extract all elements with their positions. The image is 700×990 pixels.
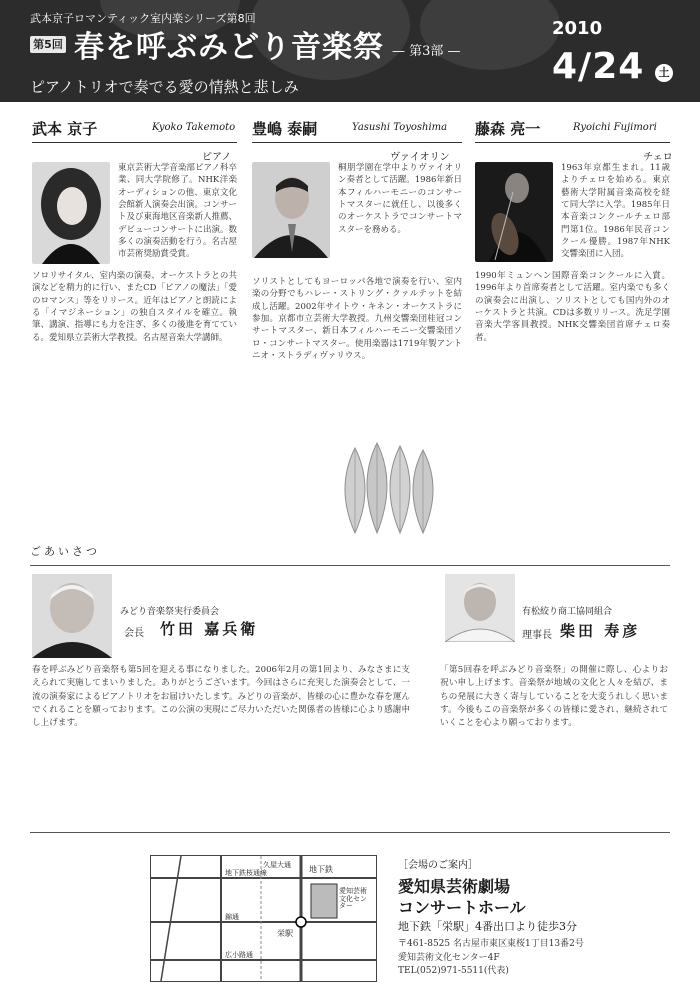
series-title: 武本京子ロマンティック室内楽シリーズ第8回 [30,12,256,25]
header-banner [0,0,700,102]
edition-badge: 第5回 [30,36,66,53]
performer-instrument: ヴァイオリン [390,152,450,163]
venue-access: 地下鉄「栄駅」4番出口より徒歩3分 [398,920,577,933]
performer-bio-top: 東京芸術大学音楽部ピアノ科卒業、同大学院修了。NHK洋楽オーディションの他、東京文化会館新人演奏会出演。コンサート及び東海地区音楽新人推薦、デビューコンサートに出演。数多くの演奏活動を行う。名古屋市芸術奨励賞受賞。 [118,163,237,260]
venue-map [150,855,377,982]
divider [475,142,670,143]
part-label: — 第3部 — [392,44,461,59]
divider [30,565,670,566]
map-label: 地下鉄桜通線 [225,869,267,877]
greeting-right-role: 理事長 [522,630,552,641]
greeting-left-text: 春を呼ぶみどり音楽祭も第5回を迎える事になりました。2006年2月の第1回より、みなさまに支えられて実施してまいりました。ありがとうございます。今回はさらに充実した演奏会として、一流の演奏家によるピアノトリオをお届けいたします。みどりの音楽が、皆様の心に豊かな春を運んでくれることを願っております。この公演の実現にご尽力いただいた関係者の皆様に心より感謝申し上げます。 [32,665,410,729]
venue-address-block [398,938,584,979]
greeting-left-name: 竹田 嘉兵衛 [160,620,259,638]
performer-name: 豊嶋 泰嗣 [252,120,318,138]
map-label: 地下鉄 [309,865,333,874]
map-label: 久屋大通 [263,861,291,869]
venue-name: 愛知県芸術劇場 [398,877,511,896]
greeting-right-text: 「第5回春を呼ぶみどり音楽祭」の開催に際し、心よりお祝い申し上げます。音楽祭が地域の文化と人々を結び、まちの発展に大きく寄与していることを大変うれしく思います。今後もこの音楽祭が多くの皆様に愛され、継続されていくことを心より願っております。 [440,665,668,729]
performer-column [32,118,237,343]
map-label: 愛知芸術文化センター [339,887,367,911]
performer-bio: ソリストとしてもヨーロッパ各地で演奏を行い、室内楽の分野でもハレー・ストリング・クァルテットを結成し活躍。2002年サイトウ・キネン・オーケストラに参加。京都市立芸術大学教授。九州交響楽団桂冠コンサートマスター、新日本フィルハーモニー交響楽団ソロ・コンサートマスター。使用楽器は1719年製アントニオ・ストラディヴァリウス。 [252,277,462,361]
map-label: 栄駅 [277,929,293,938]
divider [252,142,462,143]
greeting-left-role: 会長 [124,628,144,639]
performer-column [252,118,462,361]
performer-name: 武本 京子 [32,120,98,138]
performer-bio: 1990年ミュンヘン国際音楽コンクールに入賞。1996年より首席奏者として活躍。室内楽でも多くの演奏会に出演し、ソリストとしても国内外のオーケストラと共演。CDは多数リリース。洗足学園音楽大学客員教授。NHK交響楽団首席チェロ奏者。 [475,271,670,343]
performer-name: 藤森 亮一 [475,120,541,138]
chairman-photo [32,574,112,658]
venue-hall: コンサートホール [398,898,526,917]
performer-photo [32,162,110,264]
greeting-left-org: みどり音楽祭実行委員会 [120,607,220,617]
venue-address: 〒461-8525 名古屋市東区東桜1丁目13番2号 [398,939,584,949]
performer-photo [475,162,553,262]
day-of-week-badge: 土 [655,64,673,82]
venue-building: 愛知芸術文化センター4F [398,952,500,963]
performer-instrument: チェロ [643,152,673,163]
performer-roman-name: Ryoichi Fujimori [573,122,657,133]
performer-bio-top: 桐朋学園在学中よりヴァイオリン奏者として活躍。1986年新日本フィルハーモニーのコンサートマスターに就任し、以後多くのオーケストラでコンサートマスターを務める。 [338,163,462,235]
performer-instrument: ピアノ [202,152,232,163]
event-date: 4/24 [552,46,645,87]
venue-tag: ［会場のご案内］ [398,860,478,871]
performer-photo [252,162,330,258]
event-year: 2010 [552,18,603,39]
venue-tel: TEL(052)971-5511(代表) [398,966,509,976]
director-photo [445,574,515,642]
greeting-right-org: 有松絞り商工協同組合 [522,607,613,617]
tree-silhouette [420,0,560,70]
performer-bio: ソロリサイタル、室内楽の演奏、オーケストラとの共演などを精力的に行い、またCD「ピアノの魔法」「愛のロマンス」等をリリース。近年はピアノと朗読による「イマジネーション」の独自スタイルを確立。執筆、講演、指導にも力を注ぎ、多くの後進を育てている。愛知県立芸術大学教授。名古屋音楽大学講師。 [32,271,237,343]
divider [32,142,237,143]
map-label: 錦通 [225,913,239,921]
greeting-right-name: 柴田 寿彦 [560,622,641,640]
performer-roman-name: Yasushi Toyoshima [352,122,448,133]
event-title: 春を呼ぶみどり音楽祭 [74,30,384,65]
performer-bio-top: 1963年京都生まれ。11歳よりチェロを始める。東京藝術大学附属音楽高校を経て同大学に入学。1985年日本音楽コンクールチェロ部門第1位。1986年民音コンクール優勝。1987年NHK交響楽団に入団。 [561,163,670,260]
map-label: 広小路通 [225,951,253,959]
divider [30,832,670,833]
performer-column [475,118,673,343]
event-subtitle: ピアノトリオで奏でる愛の情熱と悲しみ [30,78,299,96]
leaves-illustration [335,438,445,538]
performer-roman-name: Kyoko Takemoto [152,122,236,133]
greeting-heading: ごあいさつ [30,545,100,558]
